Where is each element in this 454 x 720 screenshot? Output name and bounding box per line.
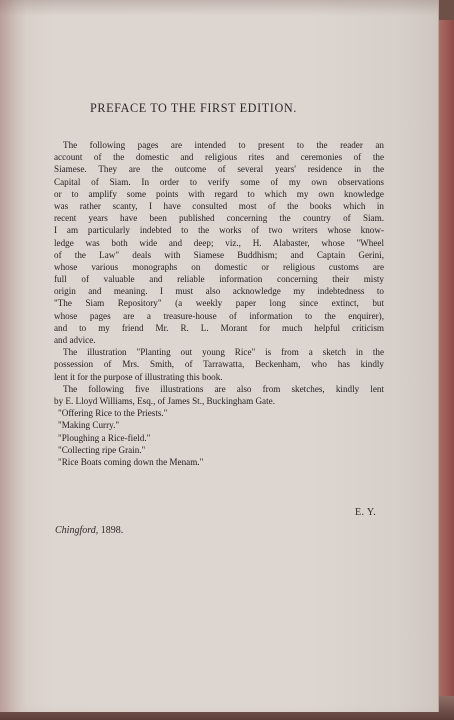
body-line-6: was rather scanty, I have consulted most of the books which in [54,200,384,211]
body-line-1: The following pages are intended to present to the reader an [63,140,384,150]
preface-body [54,139,384,468]
body-line-8: I am particularly indebted to the works of two writers whose know- [54,225,384,236]
body-line-2: account of the domestic and religious rites and ceremonies of the [54,152,384,163]
body-line-20: lent it for the purpose of illustrating this book. [54,371,223,382]
body-line-3: Siamese. They are the outcome of several years' residence in the [54,164,384,175]
body-line-14: "The Siam Repository" (a weekly paper long since extinct, but [54,298,384,309]
date-place [55,525,123,536]
author-signature: E. Y. [355,507,377,518]
body-line-11: whose various monographs on domestic or religious customs are [54,261,384,272]
illustration-2: "Making Curry." [58,420,120,431]
illustration-1: "Offering Rice to the Priests." [58,408,168,419]
body-line-12: full of valuable and reliable information concerning their misty [54,274,384,285]
place-text: Chingford, [55,525,99,536]
illustration-4: "Collecting ripe Grain." [58,444,146,455]
body-line-10: of the Law" deals with Siamese Buddhism; and Captain Gerini, [54,249,384,260]
body-line-5: or to amplify some points with regard to which my own knowledge [54,188,384,199]
body-line-16: and to my friend Mr. R. L. Morant for much helpful criticism [54,322,384,333]
page-top-shadow [0,0,438,16]
body-line-7: recent years have been published concerning the country of Siam. [54,213,384,224]
body-line-22: by E. Lloyd Williams, Esq., of James St., Buckingham Gate. [54,395,275,406]
body-line-9: ledge was both wide and deep; viz., H. Alabaster, whose "Wheel [54,237,384,248]
illustration-5: "Rice Boats coming down the Menam." [58,456,204,467]
body-line-15: whose pages are a treasure-house of information to the enquirer), [54,310,384,321]
body-line-4: Capital of Siam. In order to verify some of my own observations [54,176,384,187]
body-line-19: possession of Mrs. Smith, of Tarrawatta, Beckenham, who has kindly [54,359,384,370]
body-line-18: The illustration "Planting out young Rice" is from a sketch in the [63,347,384,358]
body-line-21: The following five illustrations are also from sketches, kindly lent [63,383,384,394]
preface-title: PREFACE TO THE FIRST EDITION. [90,101,297,115]
body-line-13: origin and meaning. I must also acknowledge my indebtedness to [54,286,384,297]
year-text: 1898. [100,525,124,536]
body-line-17: and advice. [54,335,96,345]
illustration-3: "Ploughing a Rice-field." [58,432,151,443]
